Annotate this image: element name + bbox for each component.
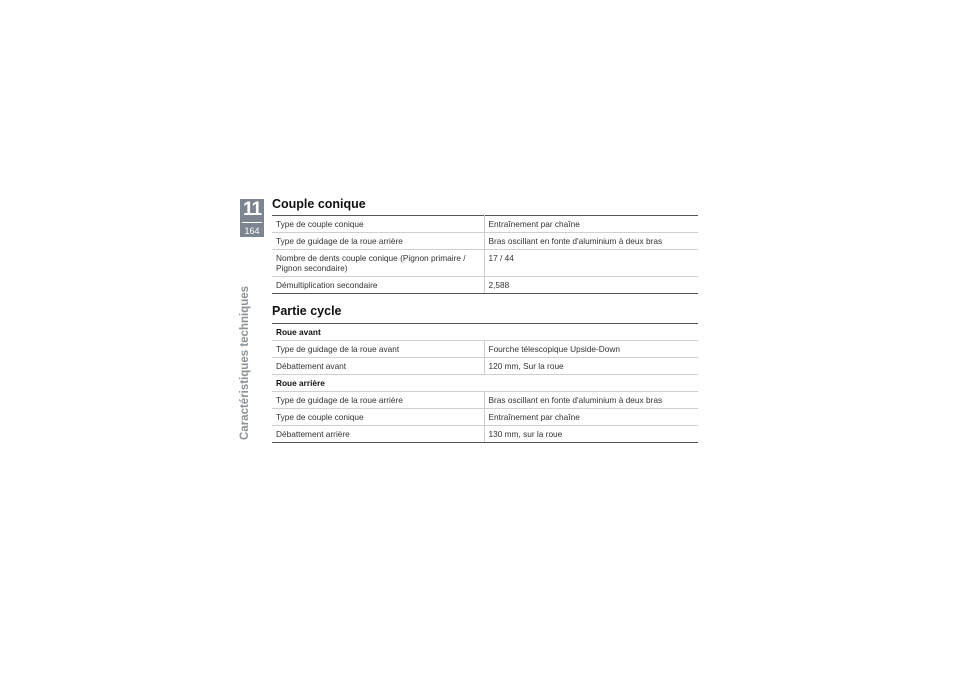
table-group-row: [272, 324, 698, 341]
spec-value: Entraînement par chaîne: [484, 409, 698, 426]
table-row: [272, 277, 698, 294]
spec-label: Type de couple conique: [272, 409, 484, 426]
spec-table-partie-cycle: [272, 323, 698, 443]
spec-label: Type de couple conique: [272, 216, 484, 233]
section-title-partie-cycle: Partie cycle: [272, 304, 342, 318]
table-row: [272, 409, 698, 426]
spec-value: Bras oscillant en fonte d'aluminium à deux bras: [484, 392, 698, 409]
table-row: [272, 341, 698, 358]
chapter-title-vertical: Caractéristiques techniques: [239, 285, 251, 440]
spec-label: Débattement arrière: [272, 426, 484, 443]
table-row: [272, 392, 698, 409]
spec-label: Nombre de dents couple conique (Pignon primaire / Pignon secondaire): [272, 250, 484, 277]
spec-label: Débattement avant: [272, 358, 484, 375]
table-row: [272, 426, 698, 443]
spec-label: Type de guidage de la roue arrière: [272, 233, 484, 250]
spec-value: 120 mm, Sur la roue: [484, 358, 698, 375]
section-title-couple-conique: Couple conique: [272, 197, 366, 211]
spec-value: 17 / 44: [484, 250, 698, 277]
spec-label: Type de guidage de la roue arrière: [272, 392, 484, 409]
spec-label: Démultiplication secondaire: [272, 277, 484, 294]
spec-value: Bras oscillant en fonte d'aluminium à deux bras: [484, 233, 698, 250]
chapter-divider: [242, 222, 262, 223]
table-row: [272, 358, 698, 375]
page-number: 164: [244, 226, 260, 236]
table-group-row: [272, 375, 698, 392]
table-row: [272, 233, 698, 250]
spec-value: 2,588: [484, 277, 698, 294]
group-heading-roue-avant: Roue avant: [272, 324, 698, 341]
table-row: [272, 250, 698, 277]
page-content: [272, 196, 698, 443]
spec-label: Type de guidage de la roue avant: [272, 341, 484, 358]
table-row: [272, 216, 698, 233]
group-heading-roue-arriere: Roue arrière: [272, 375, 698, 392]
spec-value: Fourche télescopique Upside-Down: [484, 341, 698, 358]
chapter-number: 11: [242, 199, 262, 220]
spec-table-couple-conique: [272, 215, 698, 294]
spec-value: 130 mm, sur la roue: [484, 426, 698, 443]
spec-value: Entraînement par chaîne: [484, 216, 698, 233]
